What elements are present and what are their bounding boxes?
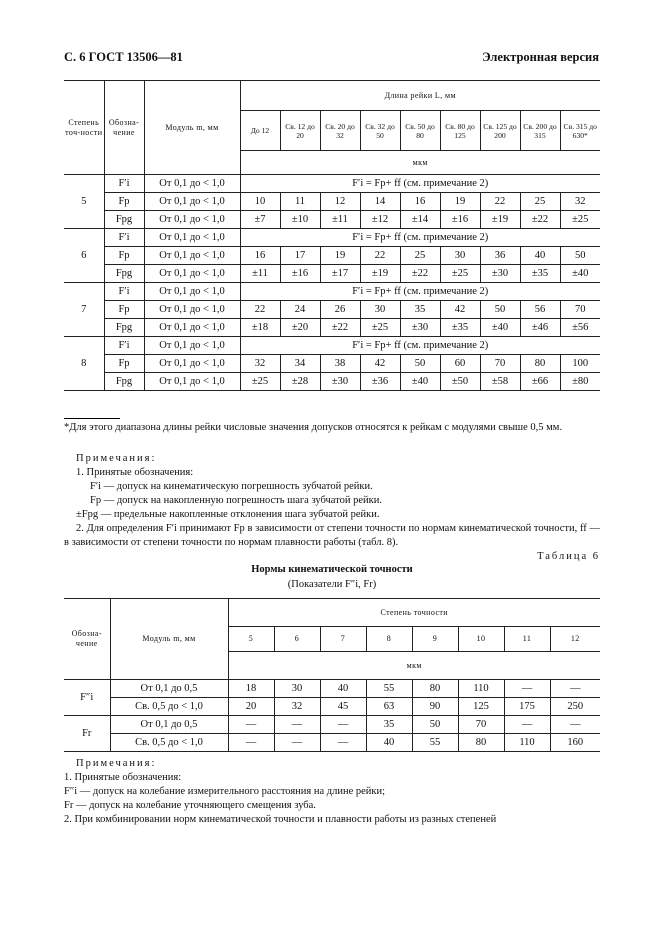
- value-cell: 125: [458, 698, 504, 716]
- value-cell: —: [274, 734, 320, 752]
- footnote-rule: [64, 418, 120, 419]
- symbol-cell: Fpg: [104, 319, 144, 337]
- module-cell: От 0,1 до < 1,0: [144, 247, 240, 265]
- formula-cell: F′i = Fp+ ff (см. примечание 2): [240, 229, 600, 247]
- length-header: Длина рейки L, мм: [240, 81, 600, 111]
- table-row: [64, 301, 600, 319]
- value-cell: ±25: [440, 265, 480, 283]
- value-cell: 36: [480, 247, 520, 265]
- value-cell: 42: [440, 301, 480, 319]
- value-cell: 24: [280, 301, 320, 319]
- module-cell: От 0,1 до 0,5: [110, 680, 228, 698]
- table-row: [64, 680, 600, 698]
- value-cell: 70: [480, 355, 520, 373]
- notes-title: Примечания:: [76, 453, 157, 464]
- page-header-left: С. 6 ГОСТ 13506—81: [64, 50, 183, 64]
- value-cell: —: [274, 716, 320, 734]
- value-cell: 35: [400, 301, 440, 319]
- degree-col-header: 11: [504, 627, 550, 652]
- value-cell: 50: [400, 355, 440, 373]
- module-cell: От 0,1 до < 1,0: [144, 373, 240, 391]
- value-cell: 22: [480, 193, 520, 211]
- symbol-cell: Fpg: [104, 211, 144, 229]
- value-cell: 20: [228, 698, 274, 716]
- value-cell: 11: [280, 193, 320, 211]
- symbol-cell: F′i: [104, 175, 144, 193]
- tolerance-table-6: [64, 598, 600, 752]
- value-cell: 80: [412, 680, 458, 698]
- notes-block-2: [64, 757, 600, 827]
- value-cell: ±35: [520, 265, 560, 283]
- table-row: [64, 283, 600, 301]
- degree-cell: 5: [64, 175, 104, 229]
- value-cell: 55: [412, 734, 458, 752]
- value-cell: ±18: [240, 319, 280, 337]
- note-line: 2. При комбинировании норм кинематической точности и плавности работы из разных степеней: [64, 814, 497, 825]
- module-cell: От 0,1 до < 1,0: [144, 175, 240, 193]
- notes-title: Примечания:: [76, 758, 157, 769]
- value-cell: 80: [520, 355, 560, 373]
- degree-cell: 8: [64, 337, 104, 391]
- note-line: 2. Для определения F′i принимают Fp в зависимости от степени точности по нормам кинематической точности, ff — в зависимости от степени точности по нормам плавности работы (табл. 8).: [64, 523, 600, 548]
- value-cell: 80: [458, 734, 504, 752]
- unit-header: мкм: [240, 151, 600, 175]
- module-cell: От 0,1 до 0,5: [110, 716, 228, 734]
- value-cell: 60: [440, 355, 480, 373]
- module-cell: От 0,1 до < 1,0: [144, 337, 240, 355]
- value-cell: 50: [560, 247, 600, 265]
- value-cell: 55: [366, 680, 412, 698]
- value-cell: 10: [240, 193, 280, 211]
- value-cell: 56: [520, 301, 560, 319]
- module-cell: Св. 0,5 до < 1,0: [110, 734, 228, 752]
- value-cell: 175: [504, 698, 550, 716]
- table-row: [64, 175, 600, 193]
- value-cell: ±30: [480, 265, 520, 283]
- value-cell: ±22: [320, 319, 360, 337]
- value-cell: ±56: [560, 319, 600, 337]
- table-row: [64, 319, 600, 337]
- table6-label: Таблица 6: [537, 551, 600, 562]
- degree-col-header: 7: [320, 627, 366, 652]
- module-cell: От 0,1 до < 1,0: [144, 211, 240, 229]
- note-line: 1. Принятые обозначения:: [64, 772, 182, 783]
- table-row: [64, 265, 600, 283]
- module-cell: Св. 0,5 до < 1,0: [110, 698, 228, 716]
- table6-title: Нормы кинематической точности: [251, 564, 413, 575]
- value-cell: 110: [458, 680, 504, 698]
- symbol-cell: Fp: [104, 355, 144, 373]
- module-cell: От 0,1 до < 1,0: [144, 265, 240, 283]
- value-cell: 32: [274, 698, 320, 716]
- value-cell: 90: [412, 698, 458, 716]
- tolerance-table-top: [64, 80, 600, 391]
- value-cell: —: [550, 716, 600, 734]
- module-cell: От 0,1 до < 1,0: [144, 319, 240, 337]
- notes-block-1: [64, 452, 600, 550]
- value-cell: ±22: [400, 265, 440, 283]
- value-cell: ±20: [280, 319, 320, 337]
- symbol-cell: Fp: [104, 247, 144, 265]
- length-col-header: Св. 80 до 125: [440, 111, 480, 151]
- symbol-cell: Fp: [104, 301, 144, 319]
- symbol-cell: Fpg: [104, 373, 144, 391]
- value-cell: 70: [458, 716, 504, 734]
- value-cell: ±58: [480, 373, 520, 391]
- value-cell: 45: [320, 698, 366, 716]
- value-cell: ±11: [240, 265, 280, 283]
- t6-degree-header: Степень точности: [228, 599, 600, 627]
- value-cell: ±19: [480, 211, 520, 229]
- value-cell: 22: [240, 301, 280, 319]
- degree-col-header: 10: [458, 627, 504, 652]
- page-header-right: Электронная версия: [482, 50, 599, 64]
- value-cell: ±36: [360, 373, 400, 391]
- symbol-cell: F″i: [64, 680, 110, 716]
- value-cell: ±35: [440, 319, 480, 337]
- value-cell: ±12: [360, 211, 400, 229]
- note-line: 1. Принятые обозначения:: [76, 467, 194, 478]
- col-symbol-header: Обозна-чение: [104, 81, 144, 175]
- value-cell: ±22: [520, 211, 560, 229]
- value-cell: 25: [400, 247, 440, 265]
- symbol-cell: F′i: [104, 229, 144, 247]
- table-row: [64, 373, 600, 391]
- module-cell: От 0,1 до < 1,0: [144, 193, 240, 211]
- value-cell: ±25: [240, 373, 280, 391]
- value-cell: 250: [550, 698, 600, 716]
- value-cell: ±19: [360, 265, 400, 283]
- value-cell: 63: [366, 698, 412, 716]
- value-cell: ±25: [560, 211, 600, 229]
- degree-col-header: 5: [228, 627, 274, 652]
- value-cell: —: [504, 716, 550, 734]
- value-cell: 16: [400, 193, 440, 211]
- module-cell: От 0,1 до < 1,0: [144, 301, 240, 319]
- note-line: Fp — допуск на накопленную погрешность шага зубчатой рейки.: [90, 495, 382, 506]
- length-col-header: Св. 20 до 32: [320, 111, 360, 151]
- col-module-header: Модуль m, мм: [144, 81, 240, 175]
- value-cell: ±40: [480, 319, 520, 337]
- table-row: [64, 716, 600, 734]
- symbol-cell: F′i: [104, 283, 144, 301]
- table-row: [64, 698, 600, 716]
- formula-cell: F′i = Fp+ ff (см. примечание 2): [240, 175, 600, 193]
- value-cell: 22: [360, 247, 400, 265]
- degree-col-header: 6: [274, 627, 320, 652]
- table-row: [64, 355, 600, 373]
- table-row: [64, 211, 600, 229]
- note-line: F″i — допуск на колебание измерительного расстояния на длине рейки;: [64, 786, 386, 797]
- length-col-header: Св. 12 до 20: [280, 111, 320, 151]
- module-cell: От 0,1 до < 1,0: [144, 283, 240, 301]
- length-col-header: Св. 315 до 630*: [560, 111, 600, 151]
- symbol-cell: Fr: [64, 716, 110, 752]
- value-cell: 25: [520, 193, 560, 211]
- col-degree-header: Степень точ-ности: [64, 81, 104, 175]
- table-row: [64, 247, 600, 265]
- formula-cell: F′i = Fp+ ff (см. примечание 2): [240, 337, 600, 355]
- value-cell: 26: [320, 301, 360, 319]
- value-cell: 40: [366, 734, 412, 752]
- note-line: F′i — допуск на кинематическую погрешность зубчатой рейки.: [90, 481, 373, 492]
- table-row: [64, 734, 600, 752]
- length-col-header: Св. 200 до 315: [520, 111, 560, 151]
- degree-col-header: 12: [550, 627, 600, 652]
- value-cell: 12: [320, 193, 360, 211]
- value-cell: —: [504, 680, 550, 698]
- value-cell: ±11: [320, 211, 360, 229]
- value-cell: 19: [440, 193, 480, 211]
- value-cell: 42: [360, 355, 400, 373]
- value-cell: 100: [560, 355, 600, 373]
- symbol-cell: F′i: [104, 337, 144, 355]
- degree-cell: 6: [64, 229, 104, 283]
- value-cell: —: [228, 734, 274, 752]
- value-cell: 14: [360, 193, 400, 211]
- value-cell: 70: [560, 301, 600, 319]
- table6-subtitle: (Показатели F″i, Fr): [287, 579, 377, 590]
- value-cell: 30: [360, 301, 400, 319]
- length-col-header: Св. 32 до 50: [360, 111, 400, 151]
- length-col-header: Св. 125 до 200: [480, 111, 520, 151]
- table-row: [64, 337, 600, 355]
- t6-col-symbol-header: Обозна-чение: [64, 599, 110, 680]
- value-cell: ±50: [440, 373, 480, 391]
- t6-unit-header: мкм: [228, 652, 600, 680]
- module-cell: От 0,1 до < 1,0: [144, 355, 240, 373]
- value-cell: —: [228, 716, 274, 734]
- length-col-header: Св. 50 до 80: [400, 111, 440, 151]
- t6-col-module-header: Модуль m, мм: [110, 599, 228, 680]
- table-row: [64, 229, 600, 247]
- value-cell: ±28: [280, 373, 320, 391]
- footnote: *Для этого диапазона длины рейки числовые значения допусков относятся к рейкам с модулями свыше 0,5 мм.: [64, 422, 563, 433]
- value-cell: —: [550, 680, 600, 698]
- value-cell: 50: [480, 301, 520, 319]
- table-row: [64, 193, 600, 211]
- value-cell: 32: [560, 193, 600, 211]
- module-cell: От 0,1 до < 1,0: [144, 229, 240, 247]
- value-cell: 30: [440, 247, 480, 265]
- value-cell: ±40: [400, 373, 440, 391]
- value-cell: 38: [320, 355, 360, 373]
- value-cell: ±25: [360, 319, 400, 337]
- value-cell: 160: [550, 734, 600, 752]
- degree-cell: 7: [64, 283, 104, 337]
- value-cell: ±16: [440, 211, 480, 229]
- value-cell: ±16: [280, 265, 320, 283]
- value-cell: 19: [320, 247, 360, 265]
- value-cell: 32: [240, 355, 280, 373]
- value-cell: 18: [228, 680, 274, 698]
- symbol-cell: Fp: [104, 193, 144, 211]
- value-cell: ±30: [320, 373, 360, 391]
- value-cell: 17: [280, 247, 320, 265]
- symbol-cell: Fpg: [104, 265, 144, 283]
- value-cell: —: [320, 716, 366, 734]
- value-cell: ±80: [560, 373, 600, 391]
- value-cell: 16: [240, 247, 280, 265]
- degree-col-header: 9: [412, 627, 458, 652]
- value-cell: 34: [280, 355, 320, 373]
- degree-col-header: 8: [366, 627, 412, 652]
- note-line: ±Fpg — предельные накопленные отклонения шага зубчатой рейки.: [76, 509, 380, 520]
- value-cell: 110: [504, 734, 550, 752]
- value-cell: 30: [274, 680, 320, 698]
- value-cell: ±66: [520, 373, 560, 391]
- value-cell: ±10: [280, 211, 320, 229]
- value-cell: ±30: [400, 319, 440, 337]
- value-cell: ±7: [240, 211, 280, 229]
- value-cell: —: [320, 734, 366, 752]
- value-cell: 50: [412, 716, 458, 734]
- value-cell: ±14: [400, 211, 440, 229]
- note-line: Fr — допуск на колебание уточняющего смещения зуба.: [64, 800, 316, 811]
- value-cell: ±17: [320, 265, 360, 283]
- length-col-header: До 12: [240, 111, 280, 151]
- value-cell: 35: [366, 716, 412, 734]
- formula-cell: F′i = Fp+ ff (см. примечание 2): [240, 283, 600, 301]
- value-cell: ±40: [560, 265, 600, 283]
- value-cell: ±46: [520, 319, 560, 337]
- value-cell: 40: [520, 247, 560, 265]
- value-cell: 40: [320, 680, 366, 698]
